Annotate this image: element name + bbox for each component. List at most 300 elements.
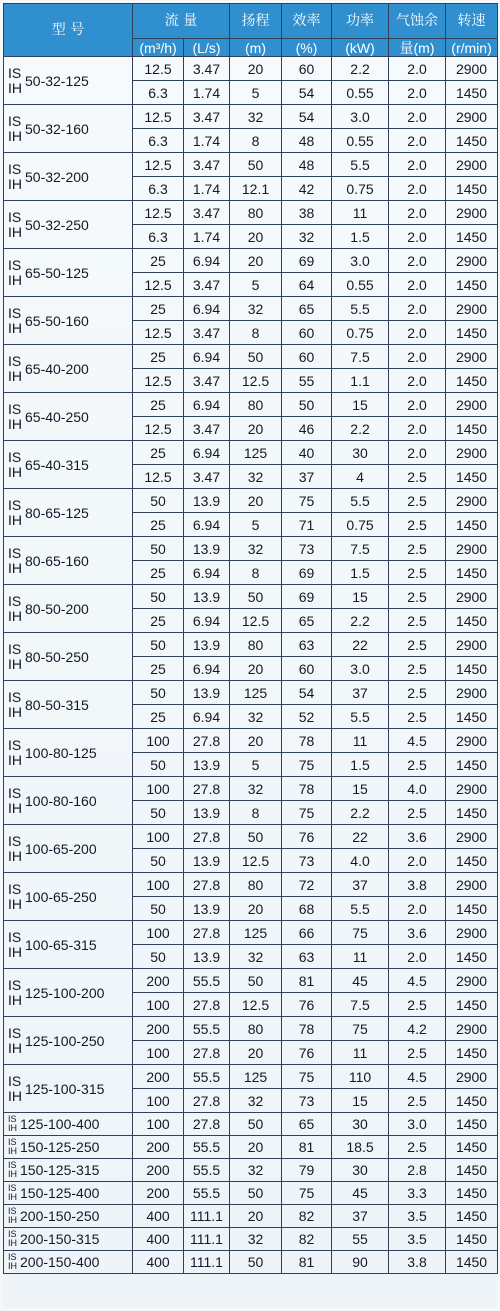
series-label [8,882,22,911]
model-cell [4,873,133,921]
head-cell: 50 [230,825,282,849]
speed-cell: 2900 [446,777,498,801]
flow-m3h-cell: 12.5 [133,105,184,129]
speed-cell: 2900 [446,57,498,81]
efficiency-cell: 69 [282,585,332,609]
speed-cell: 1450 [446,1136,498,1159]
header-row-1 [4,4,498,39]
model-cell [4,1065,133,1113]
series-ih: IH [8,271,22,288]
efficiency-cell: 66 [282,921,332,945]
table-row [4,489,498,513]
npsh-cell: 2.0 [389,441,446,465]
model-cell [4,105,133,153]
npsh-cell: 2.5 [389,657,446,681]
flow-m3h-cell: 100 [133,729,184,753]
table-row [4,921,498,945]
table-row [4,345,498,369]
flow-ls-cell: 27.8 [184,993,230,1017]
npsh-cell: 3.3 [389,1182,446,1205]
efficiency-cell: 37 [282,465,332,489]
flow-ls-cell: 55.5 [184,1017,230,1041]
power-cell: 5.5 [332,705,389,729]
speed-cell: 2900 [446,1065,498,1089]
flow-m3h-cell: 50 [133,849,184,873]
model-cell [4,825,133,873]
model-cell [4,153,133,201]
flow-m3h-cell: 200 [133,1159,184,1182]
efficiency-cell: 65 [282,609,332,633]
power-cell: 1.1 [332,369,389,393]
model-cell [4,345,133,393]
series-ih: IH [8,847,22,864]
speed-cell: 1450 [446,705,498,729]
series-is: IS [8,1183,17,1194]
npsh-cell: 2.5 [389,1089,446,1113]
npsh-cell: 2.0 [389,57,446,81]
speed-cell: 2900 [446,201,498,225]
speed-cell: 1450 [446,945,498,969]
flow-m3h-cell: 12.5 [133,321,184,345]
power-header: 功率 [332,4,389,39]
flow-ls-cell: 6.94 [184,249,230,273]
efficiency-cell: 81 [282,1136,332,1159]
flow-m3h-cell: 25 [133,297,184,321]
speed-cell: 2900 [446,537,498,561]
flow-ls-cell: 13.9 [184,681,230,705]
flow-ls-cell: 3.47 [184,153,230,177]
speed-header: 转速 [446,4,498,39]
model-number: 65-50-160 [25,312,89,329]
flow-ls-cell: 3.47 [184,201,230,225]
npsh-cell: 2.5 [389,1041,446,1065]
flow-ls-cell: 6.94 [184,657,230,681]
head-cell: 50 [230,1113,282,1136]
head-cell: 32 [230,465,282,489]
head-cell: 50 [230,153,282,177]
head-cell: 32 [230,945,282,969]
flow-ls-cell: 13.9 [184,585,230,609]
flow-m3h-cell: 25 [133,705,184,729]
table-row [4,1017,498,1041]
model-cell [4,585,133,633]
speed-cell: 1450 [446,561,498,585]
npsh-cell: 2.0 [389,849,446,873]
efficiency-cell: 78 [282,729,332,753]
npsh-cell: 2.0 [389,945,446,969]
efficiency-cell: 69 [282,249,332,273]
flow-ls-cell: 6.94 [184,345,230,369]
npsh-header-line2: 量(m) [389,39,446,57]
flow-ls-cell: 13.9 [184,801,230,825]
power-cell: 3.0 [332,249,389,273]
flow-ls-unit: (L/s) [184,39,230,57]
model-number: 80-50-315 [25,696,89,713]
power-cell: 11 [332,945,389,969]
flow-m3h-cell: 6.3 [133,129,184,153]
power-cell: 1.5 [332,561,389,585]
flow-m3h-cell: 200 [133,969,184,993]
power-unit: (kW) [332,39,389,57]
series-ih: IH [8,1215,17,1225]
power-cell: 11 [332,729,389,753]
power-cell: 7.5 [332,993,389,1017]
series-label [8,66,22,95]
model-number: 65-40-250 [25,408,89,425]
series-label [8,930,22,959]
speed-cell: 1450 [446,1182,498,1205]
npsh-cell: 2.0 [389,201,446,225]
speed-cell: 1450 [446,1089,498,1113]
series-is: IS [8,400,22,417]
efficiency-cell: 72 [282,873,332,897]
table-row [4,969,498,993]
series-label [8,114,22,143]
model-cell [4,201,133,249]
npsh-cell: 2.0 [389,177,446,201]
npsh-cell: 2.8 [389,1159,446,1182]
npsh-cell: 2.5 [389,585,446,609]
table-row [4,681,498,705]
efficiency-header: 效率 [282,4,332,39]
table-row [4,777,498,801]
power-cell: 2.2 [332,417,389,441]
series-ih: IH [8,415,22,432]
speed-cell: 1450 [446,1205,498,1228]
model-number: 200-150-315 [20,1231,100,1247]
series-ih: IH [8,511,22,528]
series-label [8,162,22,191]
efficiency-cell: 32 [282,225,332,249]
model-number: 125-100-250 [25,1032,105,1049]
model-number: 80-50-250 [25,648,89,665]
series-label [8,738,22,767]
model-number: 50-32-160 [25,120,89,137]
head-cell: 80 [230,201,282,225]
speed-cell: 1450 [446,465,498,489]
npsh-cell: 4.5 [389,1065,446,1089]
head-cell: 32 [230,105,282,129]
model-cell [4,1205,133,1228]
npsh-cell: 2.0 [389,393,446,417]
series-ih: IH [8,1123,17,1133]
head-cell: 50 [230,969,282,993]
flow-m3h-cell: 25 [133,249,184,273]
head-cell: 20 [230,249,282,273]
flow-ls-cell: 27.8 [184,1089,230,1113]
efficiency-cell: 78 [282,777,332,801]
flow-m3h-cell: 100 [133,1113,184,1136]
head-cell: 5 [230,753,282,777]
efficiency-cell: 75 [282,801,332,825]
series-is: IS [8,1114,17,1125]
series-ih: IH [8,1087,22,1104]
efficiency-cell: 78 [282,1017,332,1041]
model-cell [4,921,133,969]
table-row [4,873,498,897]
model-number: 50-32-200 [25,168,89,185]
series-ih: IH [8,1261,17,1271]
model-number: 150-125-250 [20,1139,100,1155]
series-ih: IH [8,1238,17,1248]
power-cell: 75 [332,1017,389,1041]
power-cell: 15 [332,777,389,801]
npsh-cell: 2.5 [389,561,446,585]
power-cell: 0.75 [332,177,389,201]
model-number: 125-100-200 [25,984,105,1001]
npsh-cell: 2.0 [389,897,446,921]
power-cell: 75 [332,921,389,945]
npsh-cell: 2.0 [389,249,446,273]
series-is: IS [8,1072,22,1089]
series-is: IS [8,544,22,561]
head-cell: 5 [230,273,282,297]
speed-cell: 2900 [446,297,498,321]
npsh-cell: 2.0 [389,81,446,105]
npsh-cell: 3.6 [389,825,446,849]
efficiency-cell: 42 [282,177,332,201]
power-cell: 5.5 [332,897,389,921]
efficiency-cell: 54 [282,81,332,105]
power-cell: 0.55 [332,273,389,297]
npsh-cell: 2.0 [389,225,446,249]
model-cell [4,1136,133,1159]
flow-m3h-cell: 12.5 [133,273,184,297]
series-is: IS [8,1137,17,1148]
series-ih: IH [8,463,22,480]
flow-ls-cell: 111.1 [184,1251,230,1274]
model-cell [4,1182,133,1205]
flow-m3h-cell: 50 [133,537,184,561]
series-ih: IH [8,703,22,720]
efficiency-cell: 52 [282,705,332,729]
table-row [4,1228,498,1251]
model-cell [4,1113,133,1136]
flow-m3h-cell: 25 [133,609,184,633]
npsh-cell: 2.5 [389,537,446,561]
flow-ls-cell: 3.47 [184,273,230,297]
pump-performance-table [3,3,498,1274]
table-row [4,1251,498,1274]
npsh-cell: 3.6 [389,921,446,945]
speed-cell: 1450 [446,1228,498,1251]
series-label [8,594,22,623]
model-cell [4,1228,133,1251]
speed-cell: 1450 [446,369,498,393]
speed-cell: 1450 [446,129,498,153]
flow-header: 流 量 [133,4,230,39]
power-cell: 37 [332,873,389,897]
model-cell [4,777,133,825]
table-row [4,633,498,657]
speed-cell: 2900 [446,873,498,897]
head-cell: 32 [230,1089,282,1113]
efficiency-cell: 73 [282,849,332,873]
flow-m3h-cell: 6.3 [133,225,184,249]
npsh-cell: 3.5 [389,1205,446,1228]
npsh-cell: 2.0 [389,273,446,297]
series-label [8,1253,17,1270]
speed-cell: 1450 [446,801,498,825]
series-is: IS [8,784,22,801]
npsh-cell: 4.5 [389,729,446,753]
npsh-cell: 2.0 [389,345,446,369]
flow-ls-cell: 13.9 [184,537,230,561]
series-is: IS [8,304,22,321]
series-is: IS [8,256,22,273]
flow-ls-cell: 1.74 [184,129,230,153]
series-ih: IH [8,223,22,240]
npsh-cell: 2.5 [389,1136,446,1159]
flow-m3h-cell: 400 [133,1251,184,1274]
power-cell: 55 [332,1228,389,1251]
flow-m3h-cell: 100 [133,777,184,801]
table-row [4,1065,498,1089]
model-cell [4,633,133,681]
power-cell: 7.5 [332,537,389,561]
flow-ls-cell: 13.9 [184,633,230,657]
series-is: IS [8,1252,17,1263]
flow-m3h-cell: 12.5 [133,201,184,225]
head-cell: 125 [230,1065,282,1089]
power-cell: 4 [332,465,389,489]
flow-m3h-cell: 100 [133,1041,184,1065]
table-row [4,825,498,849]
head-cell: 50 [230,1251,282,1274]
flow-ls-cell: 6.94 [184,513,230,537]
npsh-cell: 2.5 [389,993,446,1017]
flow-m3h-cell: 200 [133,1136,184,1159]
npsh-cell: 2.0 [389,153,446,177]
power-cell: 5.5 [332,489,389,513]
speed-cell: 2900 [446,441,498,465]
series-is: IS [8,352,22,369]
model-cell [4,969,133,1017]
series-is: IS [8,976,22,993]
head-cell: 50 [230,585,282,609]
series-label [8,546,22,575]
flow-ls-cell: 6.94 [184,297,230,321]
pump-spec-sheet [3,3,497,1308]
flow-ls-cell: 55.5 [184,1065,230,1089]
head-cell: 32 [230,1159,282,1182]
table-row [4,201,498,225]
flow-m3h-cell: 50 [133,945,184,969]
speed-cell: 1450 [446,993,498,1017]
series-label [8,498,22,527]
series-ih: IH [8,751,22,768]
efficiency-cell: 54 [282,681,332,705]
power-cell: 11 [332,201,389,225]
npsh-cell: 3.8 [389,873,446,897]
flow-m3h-cell: 25 [133,393,184,417]
flow-m3h-cell: 100 [133,825,184,849]
power-cell: 7.5 [332,345,389,369]
model-number: 50-32-125 [25,72,89,89]
speed-cell: 1450 [446,321,498,345]
head-cell: 20 [230,1136,282,1159]
speed-cell: 1450 [446,849,498,873]
series-is: IS [8,640,22,657]
npsh-cell: 4.0 [389,777,446,801]
head-cell: 8 [230,561,282,585]
power-cell: 15 [332,585,389,609]
flow-m3h-unit: (m³/h) [133,39,184,57]
table-row [4,1159,498,1182]
flow-m3h-cell: 50 [133,897,184,921]
flow-ls-cell: 27.8 [184,729,230,753]
power-cell: 22 [332,825,389,849]
series-is: IS [8,928,22,945]
flow-m3h-cell: 12.5 [133,57,184,81]
power-cell: 5.5 [332,153,389,177]
npsh-cell: 3.8 [389,1251,446,1274]
series-label [8,690,22,719]
series-label [8,306,22,335]
series-ih: IH [8,79,22,96]
speed-cell: 2900 [446,585,498,609]
head-header: 扬程 [230,4,282,39]
series-label [8,978,22,1007]
flow-m3h-cell: 100 [133,921,184,945]
table-row [4,441,498,465]
head-cell: 12.5 [230,849,282,873]
model-cell [4,249,133,297]
model-number: 150-125-400 [20,1185,100,1201]
head-cell: 8 [230,801,282,825]
speed-cell: 1450 [446,609,498,633]
flow-m3h-cell: 50 [133,633,184,657]
model-cell [4,681,133,729]
flow-ls-cell: 55.5 [184,969,230,993]
flow-m3h-cell: 6.3 [133,81,184,105]
head-cell: 20 [230,57,282,81]
npsh-cell: 2.0 [389,321,446,345]
power-cell: 45 [332,969,389,993]
series-ih: IH [8,943,22,960]
power-cell: 0.55 [332,81,389,105]
flow-m3h-cell: 50 [133,681,184,705]
model-cell [4,441,133,489]
speed-unit: (r/min) [446,39,498,57]
efficiency-cell: 76 [282,825,332,849]
speed-cell: 2900 [446,393,498,417]
model-number: 200-150-250 [20,1208,100,1224]
series-label [8,1115,17,1132]
series-label [8,1161,17,1178]
head-cell: 20 [230,489,282,513]
speed-cell: 1450 [446,897,498,921]
series-is: IS [8,1160,17,1171]
power-cell: 2.2 [332,609,389,633]
flow-ls-cell: 3.47 [184,105,230,129]
flow-ls-cell: 27.8 [184,777,230,801]
series-label [8,834,22,863]
efficiency-cell: 60 [282,57,332,81]
series-is: IS [8,1206,17,1217]
flow-m3h-cell: 50 [133,585,184,609]
npsh-cell: 2.5 [389,489,446,513]
head-cell: 125 [230,441,282,465]
power-cell: 90 [332,1251,389,1274]
npsh-header [389,4,446,39]
power-cell: 1.5 [332,225,389,249]
flow-ls-cell: 27.8 [184,825,230,849]
flow-ls-cell: 3.47 [184,465,230,489]
flow-m3h-cell: 400 [133,1228,184,1251]
flow-ls-cell: 27.8 [184,921,230,945]
power-cell: 11 [332,1041,389,1065]
